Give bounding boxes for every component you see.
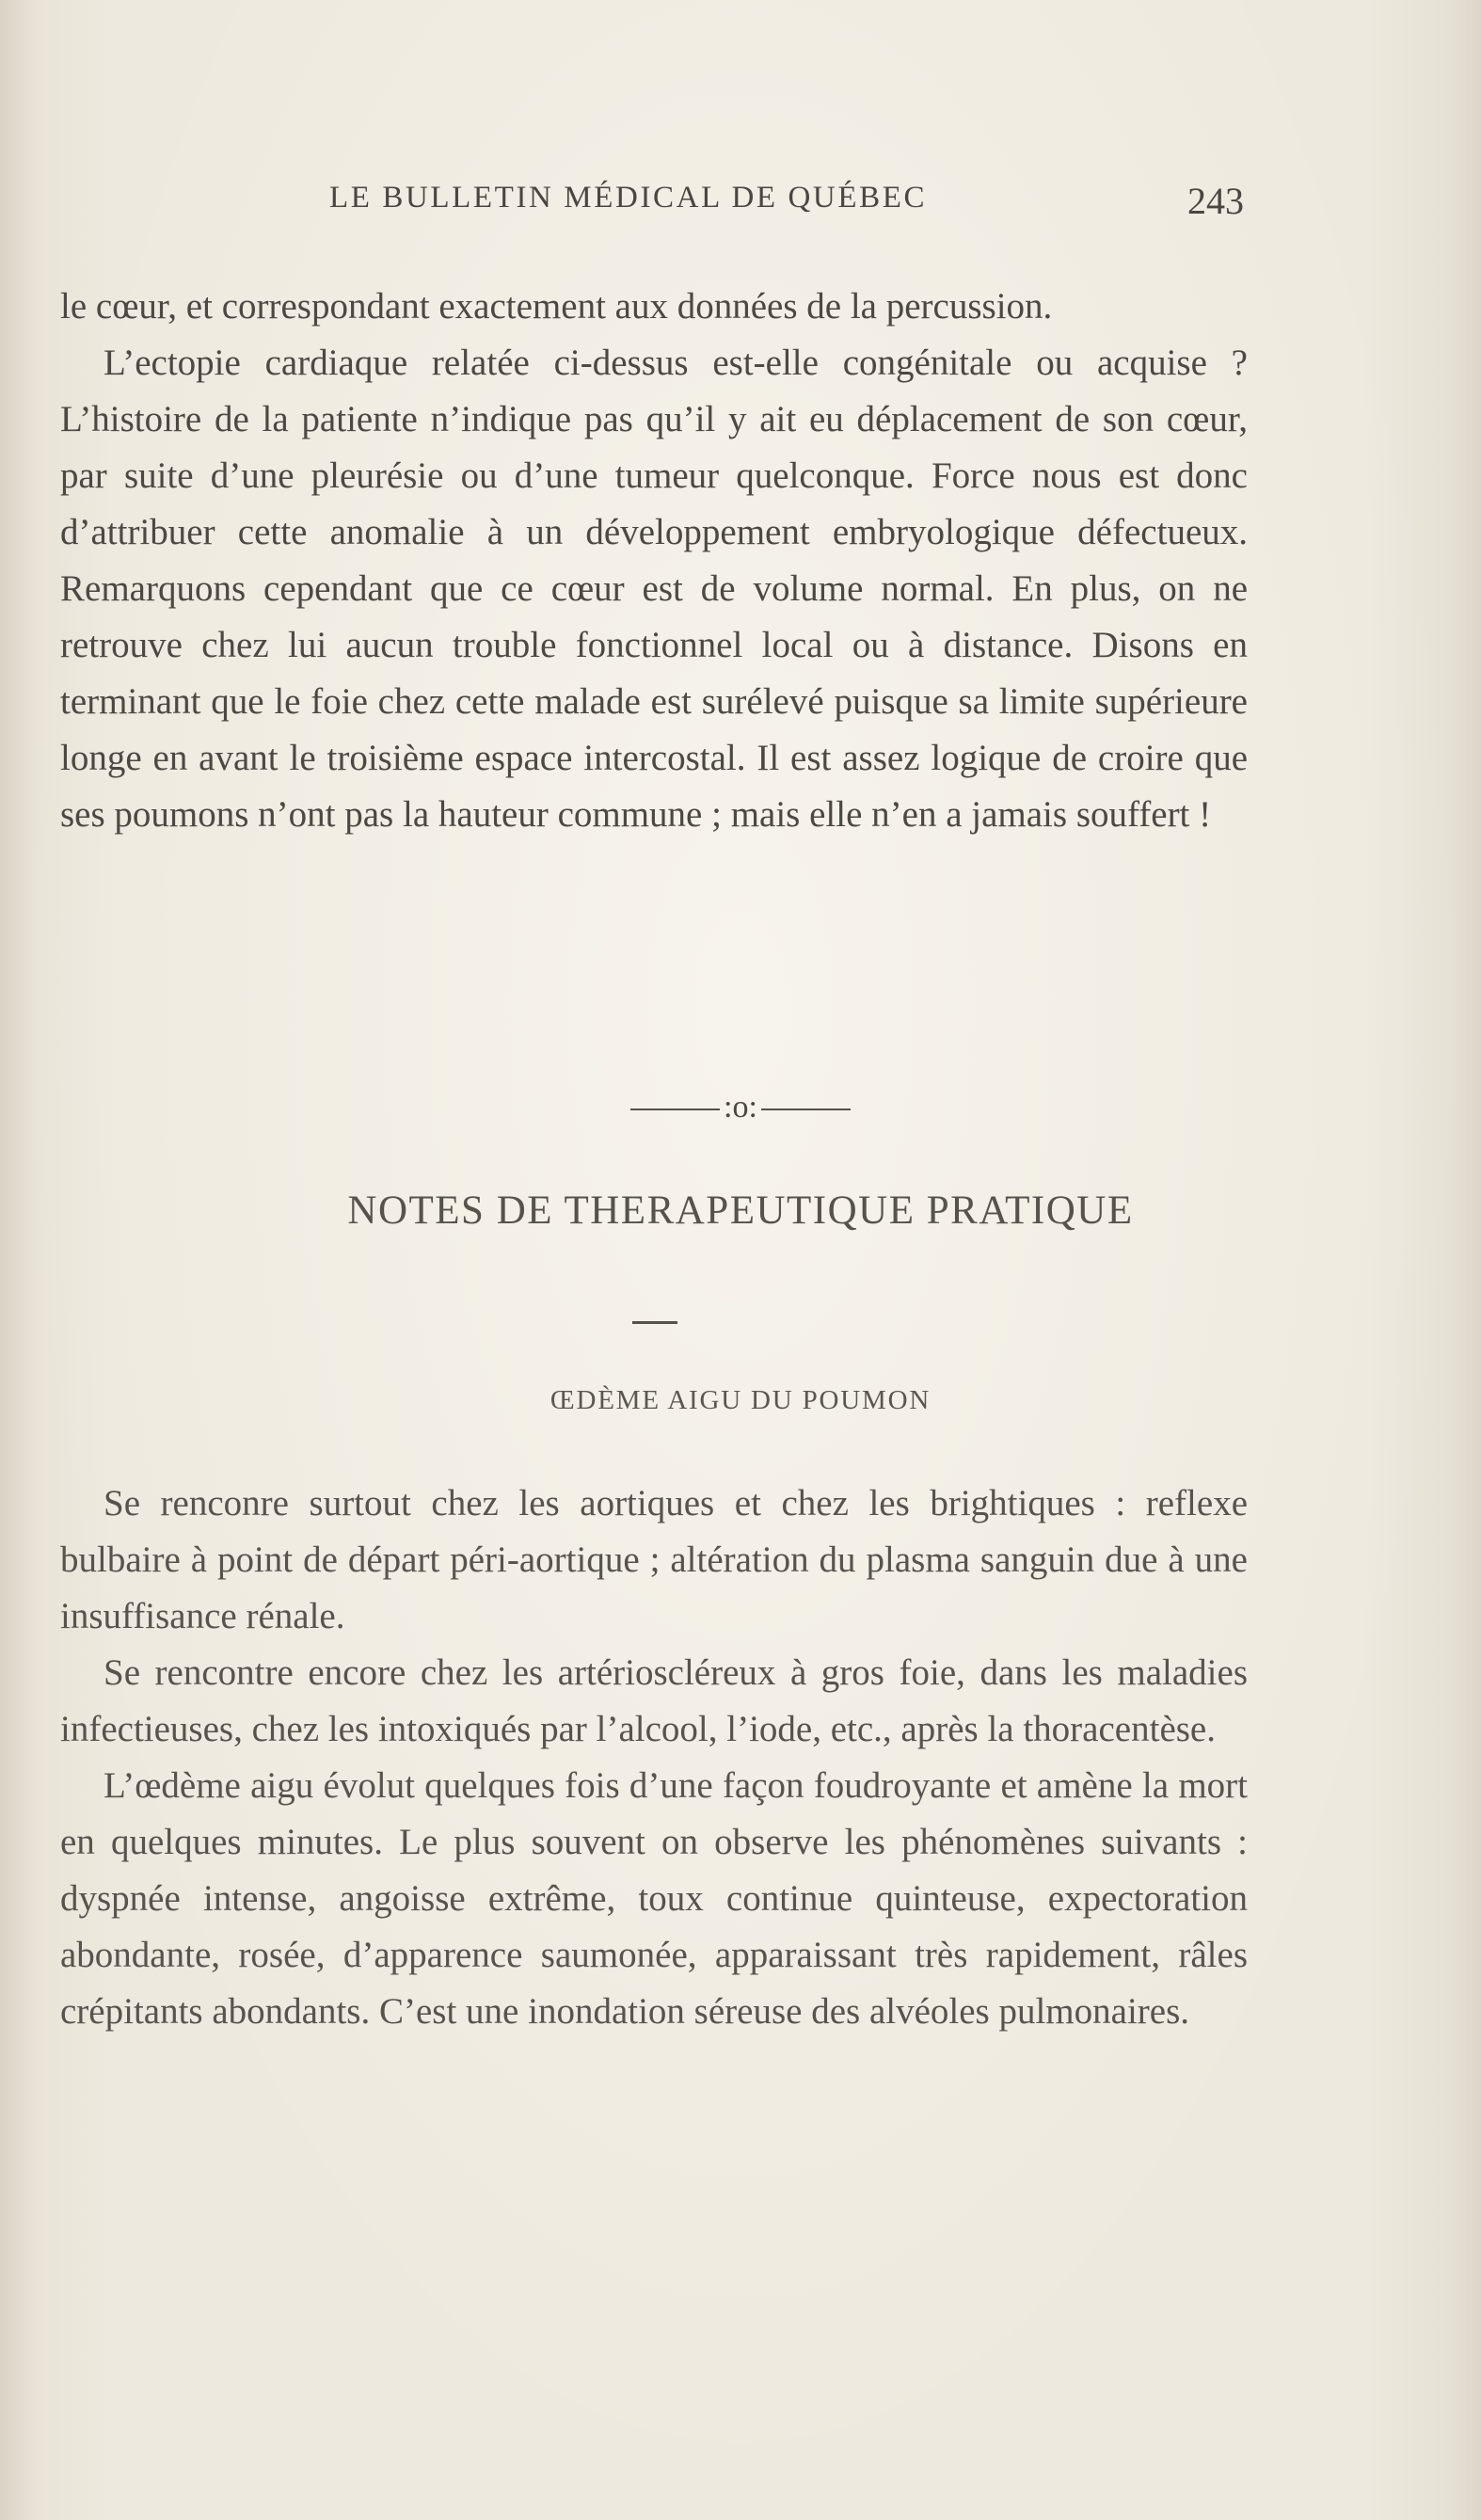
paragraph: L’œdème aigu évolut quelques fois d’une façon foudroyante et amène la mort en quelques minutes. Le plus souvent on observe les phénomènes suivants : dyspnée intense, angoisse extrême, toux continue quinteuse, expectoration abondante, rosée, d’apparence saumonée, apparaissant très rapidement, râles crépitants abondants. C’est une inondation séreuse des alvéoles pulmonaires. <box>60 1765 1248 2032</box>
page-number: 243 <box>1187 180 1244 222</box>
section-separator <box>0 1090 1481 1125</box>
running-title: LE BULLETIN MÉDICAL DE QUÉBEC <box>329 181 928 215</box>
case-conclusion-text <box>60 279 1248 843</box>
therapeutic-notes-text <box>60 1475 1248 2040</box>
paragraph: Se renconre surtout chez les aortiques et chez les brightiques : reflexe bulbaire à point de départ péri-aortique ; altération du plasma sanguin due à une insuffisance rénale. <box>60 1483 1248 1636</box>
section-subtitle: ŒDÈME AIGU DU POUMON <box>549 1385 932 1415</box>
title-divider <box>632 1321 677 1324</box>
paragraph: le cœur, et correspondant exactement aux données de la percussion. <box>60 286 1053 327</box>
paragraph: L’ectopie cardiaque relatée ci-dessus est-elle congénitale ou acquise ? L’histoire de la patiente n’indique pas qu’il y ait eu déplacement de son cœur, par suite d’une pleurésie ou d’une tumeur quelconque. Force nous est donc d’attribuer cette anomalie à un développement embryologique défectueux. Remarquons cependant que ce cœur est de volume normal. En plus, on ne retrouve chez lui aucun trouble fonctionnel local ou à distance. Disons en terminant que le foie chez cette malade est surélevé puisque sa limite supérieure longe en avant le troisième espace intercostal. Il est assez logique de croire que ses poumons n’ont pas la hauteur commune ; mais elle n’en a jamais souffert ! <box>60 343 1248 835</box>
separator-rule-left <box>630 1108 720 1110</box>
separator-ornament: :o: <box>724 1090 757 1124</box>
section-title: NOTES DE THERAPEUTIQUE PRATIQUE <box>347 1188 1134 1233</box>
separator-rule-right <box>761 1108 851 1110</box>
paragraph: Se rencontre encore chez les artérioscléreux à gros foie, dans les maladies infectieuses, chez les intoxiqués par l’alcool, l’iode, etc., après la thoracentèse. <box>60 1652 1248 1749</box>
page-header <box>0 181 1481 228</box>
